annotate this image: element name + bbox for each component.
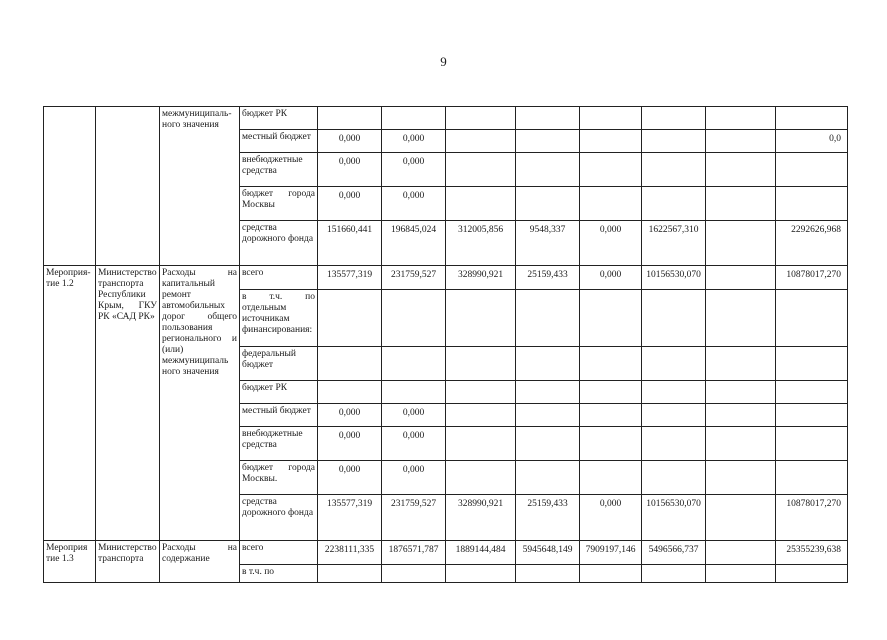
- source-cell: бюджет города Москвы: [240, 187, 318, 221]
- value-cell: 5945648,149: [516, 541, 580, 565]
- value-cell: 0,000: [382, 404, 446, 427]
- value-cell: 0,000: [318, 187, 382, 221]
- value-cell: [776, 461, 848, 495]
- value-cell: 0,000: [318, 427, 382, 461]
- value-cell: 0,000: [382, 461, 446, 495]
- value-cell: [776, 347, 848, 381]
- value-cell: 0,000: [382, 153, 446, 187]
- executor-cell: [96, 107, 160, 266]
- value-cell: [516, 130, 580, 153]
- value-cell: [446, 107, 516, 130]
- value-cell: 9548,337: [516, 221, 580, 266]
- value-cell: [580, 107, 642, 130]
- value-cell: [706, 153, 776, 187]
- source-cell: бюджет РК: [240, 381, 318, 404]
- value-cell: 0,0: [776, 130, 848, 153]
- source-cell: в т.ч. по: [240, 565, 318, 583]
- source-cell: местный бюджет: [240, 404, 318, 427]
- value-cell: [446, 153, 516, 187]
- value-cell: [642, 187, 706, 221]
- source-cell: бюджет города Москвы.: [240, 461, 318, 495]
- value-cell: [706, 427, 776, 461]
- value-cell: 0,000: [318, 130, 382, 153]
- value-cell: [382, 107, 446, 130]
- value-cell: 25159,433: [516, 266, 580, 290]
- value-cell: 312005,856: [446, 221, 516, 266]
- value-cell: [580, 153, 642, 187]
- value-cell: 151660,441: [318, 221, 382, 266]
- executor-cell: Министерство транспорта: [96, 541, 160, 583]
- value-cell: [642, 153, 706, 187]
- value-cell: [642, 381, 706, 404]
- table-row: [44, 266, 848, 290]
- value-cell: [776, 427, 848, 461]
- source-cell: всего: [240, 541, 318, 565]
- description-cell: Расходы на капитальный ремонт автомобильных дорог общего пользования регионального и (или) межмуниципаль ного значения: [160, 266, 240, 541]
- value-cell: [446, 381, 516, 404]
- value-cell: [580, 565, 642, 583]
- value-cell: [706, 347, 776, 381]
- value-cell: 328990,921: [446, 495, 516, 541]
- value-cell: 10156530,070: [642, 266, 706, 290]
- value-cell: [580, 427, 642, 461]
- value-cell: [642, 404, 706, 427]
- value-cell: [642, 461, 706, 495]
- value-cell: 10878017,270: [776, 495, 848, 541]
- source-cell: средства дорожного фонда: [240, 495, 318, 541]
- value-cell: 231759,527: [382, 266, 446, 290]
- value-cell: [776, 290, 848, 347]
- value-cell: [382, 381, 446, 404]
- value-cell: [446, 187, 516, 221]
- value-cell: 0,000: [382, 187, 446, 221]
- value-cell: 328990,921: [446, 266, 516, 290]
- source-cell: федеральный бюджет: [240, 347, 318, 381]
- value-cell: 135577,319: [318, 266, 382, 290]
- value-cell: 25355239,638: [776, 541, 848, 565]
- value-cell: [516, 107, 580, 130]
- value-cell: 231759,527: [382, 495, 446, 541]
- value-cell: [516, 381, 580, 404]
- value-cell: [706, 187, 776, 221]
- page-number: 9: [440, 54, 447, 69]
- value-cell: [318, 565, 382, 583]
- value-cell: [706, 290, 776, 347]
- value-cell: [580, 347, 642, 381]
- value-cell: [446, 130, 516, 153]
- funding-table: [43, 106, 848, 583]
- value-cell: [642, 565, 706, 583]
- value-cell: [580, 130, 642, 153]
- value-cell: 2292626,968: [776, 221, 848, 266]
- value-cell: [318, 347, 382, 381]
- value-cell: [382, 290, 446, 347]
- value-cell: [642, 290, 706, 347]
- value-cell: [516, 565, 580, 583]
- value-cell: 0,000: [580, 221, 642, 266]
- value-cell: 1876571,787: [382, 541, 446, 565]
- value-cell: [446, 427, 516, 461]
- executor-cell: Министерство транспорта Республики Крым, ГКУ РК «САД РК»: [96, 266, 160, 541]
- value-cell: [642, 347, 706, 381]
- source-cell: местный бюджет: [240, 130, 318, 153]
- value-cell: 0,000: [382, 130, 446, 153]
- value-cell: [516, 461, 580, 495]
- measure-cell: Мероприя-тие 1.2: [44, 266, 96, 541]
- value-cell: 0,000: [382, 427, 446, 461]
- value-cell: 0,000: [580, 495, 642, 541]
- value-cell: [580, 461, 642, 495]
- value-cell: [706, 381, 776, 404]
- value-cell: [516, 427, 580, 461]
- measure-cell: Мероприя тие 1.3: [44, 541, 96, 583]
- value-cell: [580, 290, 642, 347]
- value-cell: [516, 153, 580, 187]
- value-cell: 1889144,484: [446, 541, 516, 565]
- value-cell: [446, 565, 516, 583]
- value-cell: 1622567,310: [642, 221, 706, 266]
- value-cell: [706, 541, 776, 565]
- value-cell: [446, 461, 516, 495]
- value-cell: [776, 381, 848, 404]
- value-cell: 7909197,146: [580, 541, 642, 565]
- source-cell: бюджет РК: [240, 107, 318, 130]
- value-cell: [516, 404, 580, 427]
- value-cell: [446, 404, 516, 427]
- value-cell: 2238111,335: [318, 541, 382, 565]
- value-cell: [642, 130, 706, 153]
- value-cell: [580, 187, 642, 221]
- value-cell: [706, 495, 776, 541]
- value-cell: 25159,433: [516, 495, 580, 541]
- value-cell: 0,000: [580, 266, 642, 290]
- value-cell: [706, 130, 776, 153]
- value-cell: [642, 107, 706, 130]
- value-cell: [446, 347, 516, 381]
- value-cell: [382, 347, 446, 381]
- table-row: [44, 541, 848, 565]
- value-cell: [706, 266, 776, 290]
- value-cell: [318, 290, 382, 347]
- value-cell: [516, 347, 580, 381]
- value-cell: [516, 187, 580, 221]
- value-cell: [776, 107, 848, 130]
- value-cell: [580, 381, 642, 404]
- value-cell: [382, 565, 446, 583]
- value-cell: [776, 565, 848, 583]
- source-cell: в т.ч. по отдельным источникам финансирования:: [240, 290, 318, 347]
- measure-cell: [44, 107, 96, 266]
- source-cell: всего: [240, 266, 318, 290]
- value-cell: [706, 221, 776, 266]
- value-cell: [642, 427, 706, 461]
- value-cell: 196845,024: [382, 221, 446, 266]
- description-cell: Расходы на содержание: [160, 541, 240, 583]
- source-cell: внебюджетные средства: [240, 153, 318, 187]
- value-cell: [516, 290, 580, 347]
- value-cell: 10878017,270: [776, 266, 848, 290]
- value-cell: [318, 107, 382, 130]
- value-cell: [580, 404, 642, 427]
- table-row: [44, 107, 848, 130]
- value-cell: [706, 565, 776, 583]
- source-cell: внебюджетные средства: [240, 427, 318, 461]
- value-cell: [776, 187, 848, 221]
- value-cell: 10156530,070: [642, 495, 706, 541]
- value-cell: 0,000: [318, 404, 382, 427]
- value-cell: [776, 404, 848, 427]
- value-cell: [706, 461, 776, 495]
- value-cell: [318, 381, 382, 404]
- source-cell: средства дорожного фонда: [240, 221, 318, 266]
- value-cell: [706, 404, 776, 427]
- value-cell: 135577,319: [318, 495, 382, 541]
- value-cell: 0,000: [318, 153, 382, 187]
- value-cell: [706, 107, 776, 130]
- value-cell: 0,000: [318, 461, 382, 495]
- description-cell: межмуниципаль-ного значения: [160, 107, 240, 266]
- value-cell: 5496566,737: [642, 541, 706, 565]
- value-cell: [776, 153, 848, 187]
- value-cell: [446, 290, 516, 347]
